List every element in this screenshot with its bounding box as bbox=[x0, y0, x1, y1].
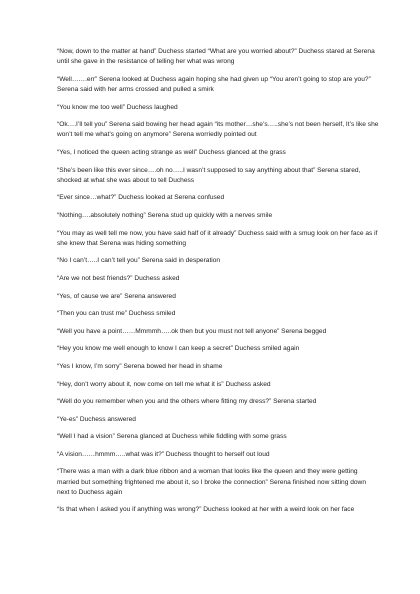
paragraph: “Are we not best friends?” Duchess asked bbox=[57, 274, 180, 282]
paragraph: “Hey, don’t worry about it, now come on tell me what it is” Duchess asked bbox=[57, 380, 271, 388]
paragraph: “Ye-es” Duchess answered bbox=[57, 415, 136, 423]
paragraph: “Ok….I’ll tell you” Serena said bowing her head again “its mother…she’s…..she’s not been herself, It’s like she won’t tell me what’s going on anymore” Serena worriedly pointed out bbox=[57, 121, 379, 139]
paragraph: “No I can’t…..I can’t tell you” Serena said in desperation bbox=[57, 257, 221, 265]
paragraph: “Well do you remember when you and the others where fitting my dress?” Serena started bbox=[57, 398, 317, 406]
paragraph: “Yes, of cause we are” Serena answered bbox=[57, 292, 176, 300]
paragraph: “A vision……hmmm…..what was it?” Duchess thought to herself out loud bbox=[57, 450, 270, 458]
paragraph: “Yes, I noticed the queen acting strange as well” Duchess glanced at the grass bbox=[57, 148, 286, 156]
paragraph: “Well…….err” Serena looked at Duchess again hoping she had given up “You aren’t going to stop are you?” Serena said with her arms crossed and pulled a smirk bbox=[57, 75, 371, 93]
paragraph: “You may as well tell me now, you have said half of it already” Duchess said with a smug look on her face as if she knew that Serena was hiding something bbox=[57, 229, 378, 247]
paragraph: “Nothing….absolutely nothing” Serena stud up quickly with a nerves smile bbox=[57, 211, 273, 219]
paragraph: “Yes I know, I’m sorry” Serena bowed her head in shame bbox=[57, 362, 223, 370]
paragraph: “Now, down to the matter at hand” Duchess started “What are you worried about?” Duchess stared at Serena until she gave in the resistance of telling her what was wrong bbox=[57, 48, 375, 66]
paragraph: “Well you have a point……Mmmmh…..ok then but you must not tell anyone” Serena begged bbox=[57, 327, 327, 335]
paragraph: “You know me too well” Duchess laughed bbox=[57, 103, 178, 111]
paragraph: “She’s been like this ever since….oh no…..I wasn’t supposed to say anything about that” Serena stared, shocked at what she was about to tell Duchess bbox=[57, 166, 361, 184]
paragraph: “Hey you know me well enough to know I can keep a secret” Duchess smiled again bbox=[57, 345, 300, 353]
paragraph: “Well I had a vision” Serena glanced at Duchess while fiddling with some grass bbox=[57, 433, 287, 441]
paragraph: “There was a man with a dark blue ribbon and a woman that looks like the queen and they were getting married but something frightened me about it, so I broke the connection” Serena finished now sitting down next to Duchess again bbox=[57, 468, 366, 496]
paragraph: “Ever since…what?” Duchess looked at Serena confused bbox=[57, 194, 225, 202]
paragraph: “Then you can trust me” Duchess smiled bbox=[57, 310, 176, 318]
paragraph: “Is that when I asked you if anything was wrong?” Duchess looked at her with a weird look on her face bbox=[57, 506, 355, 514]
